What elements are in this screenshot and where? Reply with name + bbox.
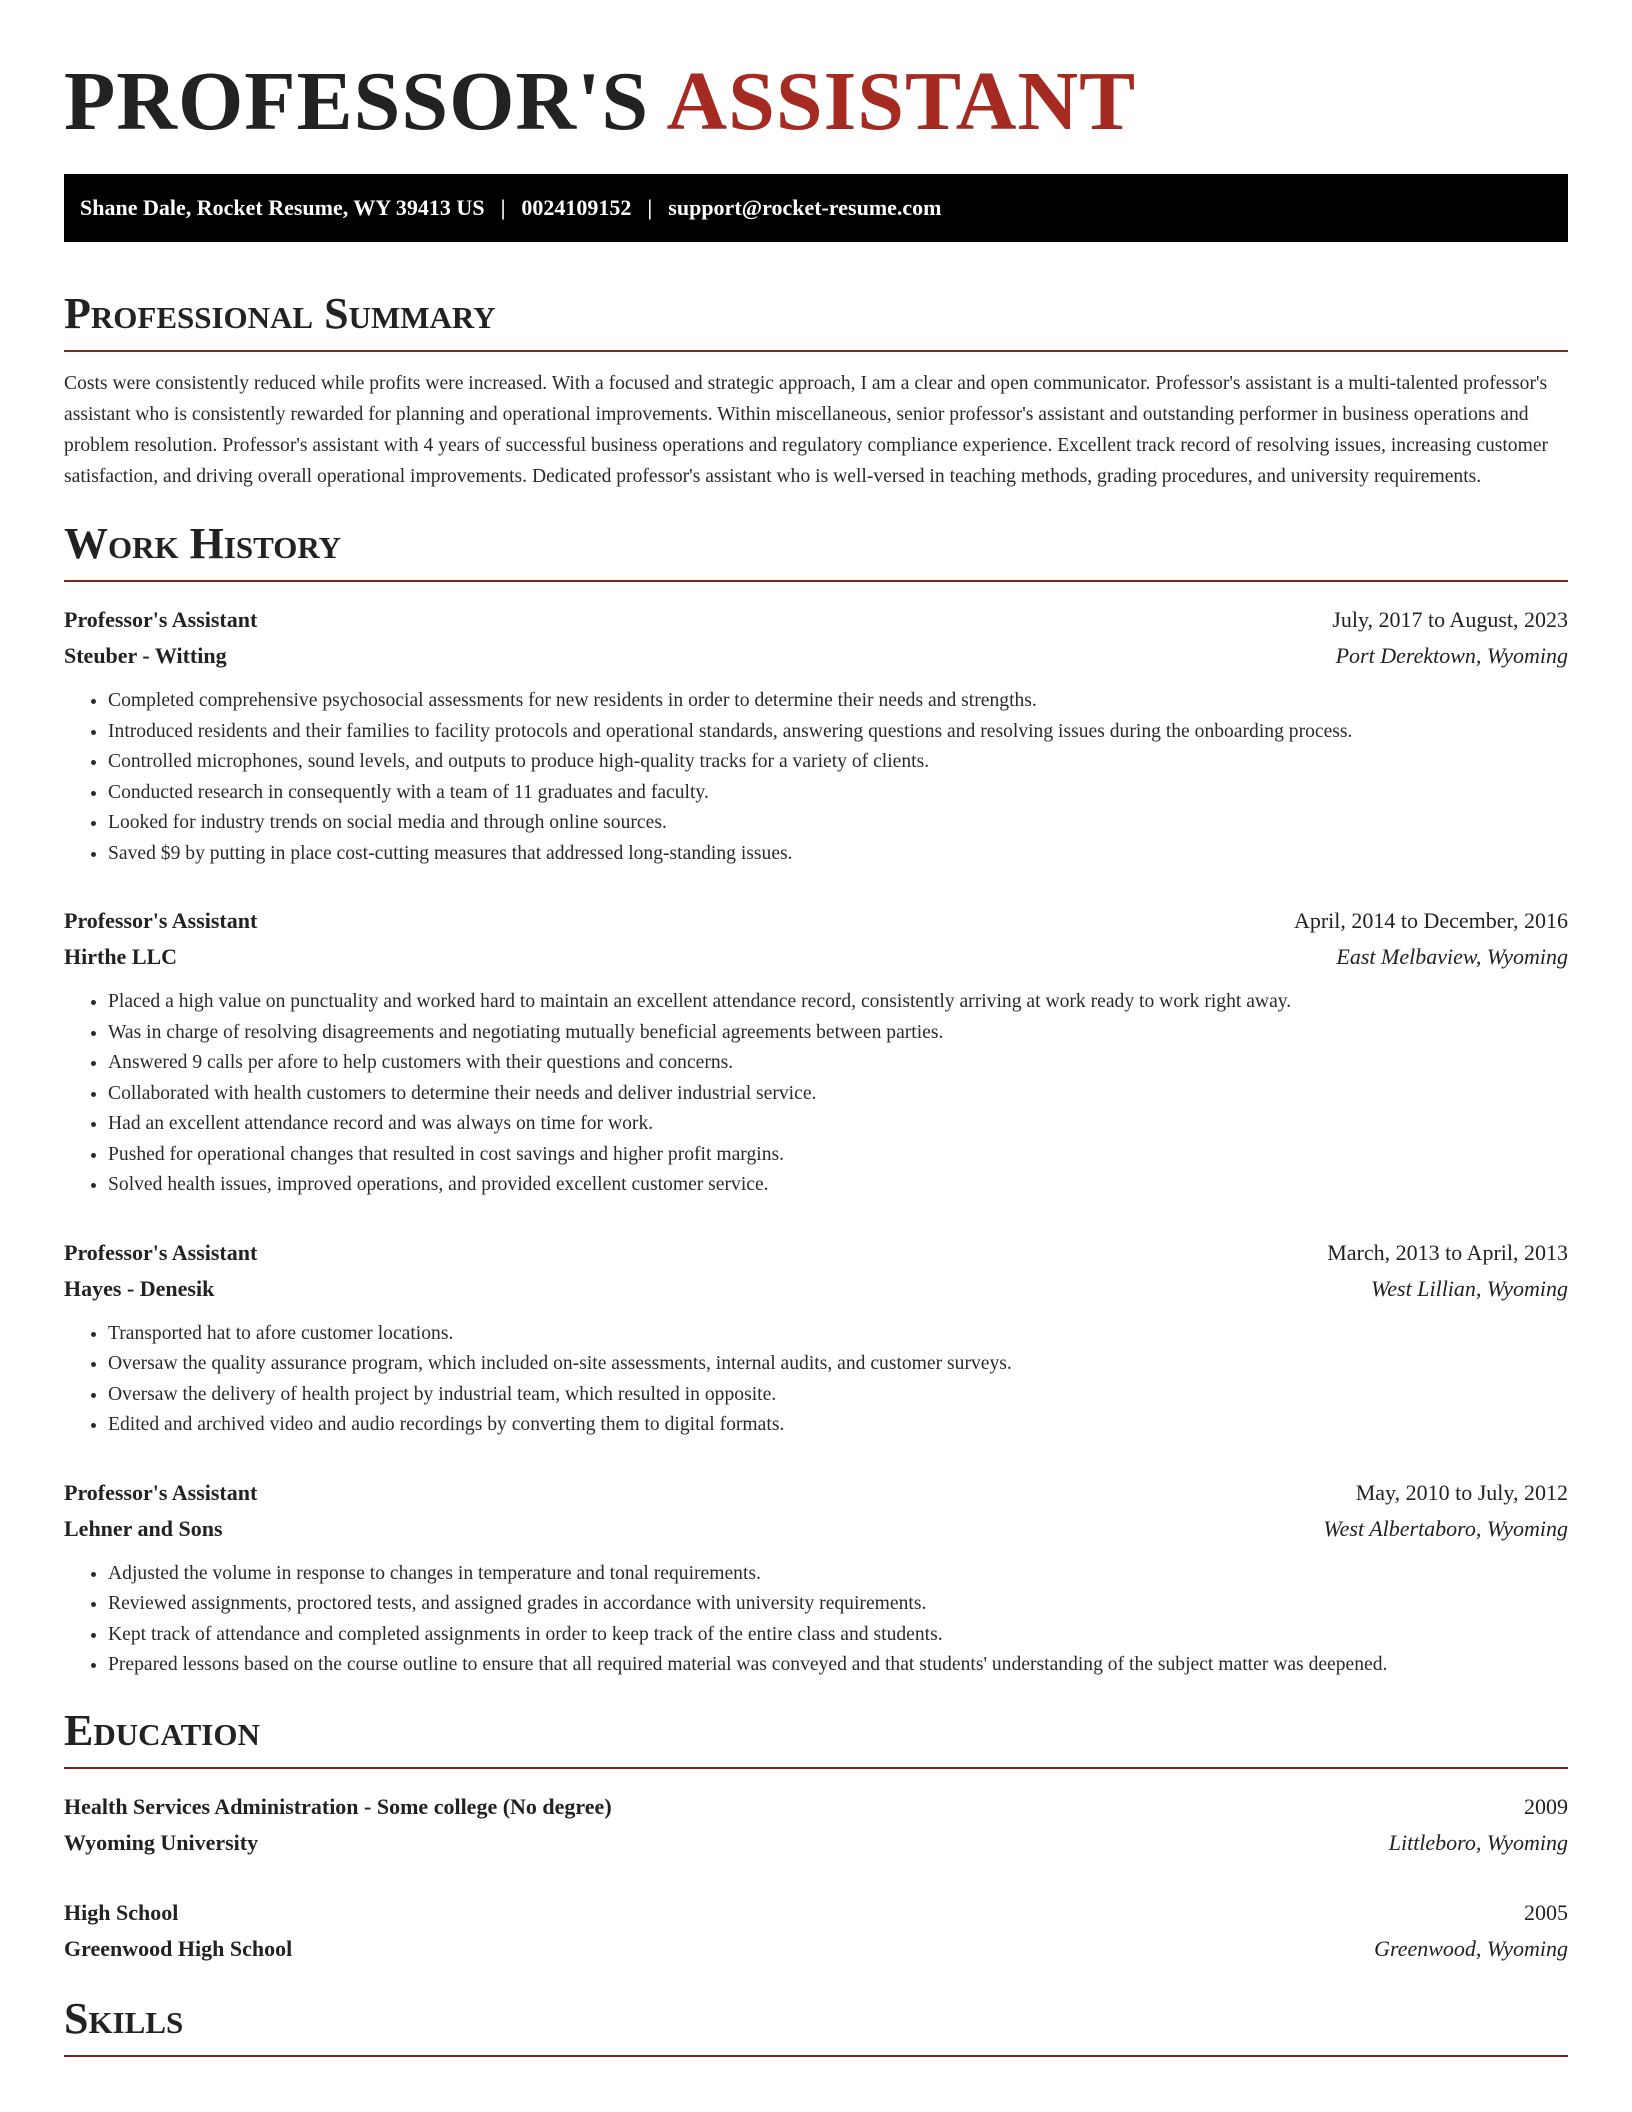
list-item: • Collaborated with health customers to determine their needs and deliver industrial service.: [108, 1079, 1568, 1110]
job-entry: [64, 602, 1568, 869]
list-item: • Adjusted the volume in response to changes in temperature and tonal requirements.: [108, 1559, 1568, 1590]
work-history-section: [64, 519, 1568, 1681]
job-location: East Melbaview, Wyoming: [1336, 944, 1568, 969]
list-item: • Completed comprehensive psychosocial assessments for new residents in order to determine their needs and strengths.: [108, 686, 1568, 717]
list-item: • Kept track of attendance and completed assignments in order to keep track of the entire class and students.: [108, 1620, 1568, 1651]
education-location: Littleboro, Wyoming: [1388, 1829, 1568, 1855]
work-history-heading: Work History: [64, 522, 1568, 582]
education-degree-row: [64, 1895, 1568, 1931]
list-item: • Introduced residents and their families to facility protocols and operational standards, answering questions and resolving issues during the onboarding process.: [108, 717, 1568, 748]
contact-address: Shane Dale, Rocket Resume, WY 39413 US: [80, 195, 485, 220]
list-item: • Solved health issues, improved operations, and provided excellent customer service.: [108, 1170, 1568, 1201]
education-school-row: [64, 1825, 1568, 1861]
list-item: • Was in charge of resolving disagreements and negotiating mutually beneficial agreements between parties.: [108, 1018, 1568, 1049]
job-dates: March, 2013 to April, 2013: [1327, 1239, 1568, 1265]
job-company: Lehner and Sons: [64, 1515, 223, 1541]
education-degree-row: [64, 1789, 1568, 1825]
education-degree: Health Services Administration - Some college (No degree): [64, 1793, 612, 1819]
job-bullet-list: [64, 1319, 1568, 1441]
list-item: • Pushed for operational changes that resulted in cost savings and higher profit margins.: [108, 1140, 1568, 1171]
list-item: • Edited and archived video and audio recordings by converting them to digital formats.: [108, 1410, 1568, 1441]
list-item: • Had an excellent attendance record and was always on time for work.: [108, 1109, 1568, 1140]
education-section: [64, 1705, 1568, 1967]
job-company: Steuber - Witting: [64, 643, 227, 668]
summary-text: Costs were consistently reduced while profits were increased. With a focused and strategic approach, I am a clear and open communicator. Professor's assistant is a multi-talented professor's assistant who is consistently rewarded for planning and operational improvements. Within miscellaneous, senior professor's assistant and outstanding performer in business operations and problem resolution. Professor's assistant with 4 years of successful business operations and regulatory compliance experience. Excellent track record of resolving issues, increasing customer satisfaction, and driving overall operational improvements. Dedicated professor's assistant who is well-versed in teaching methods, grading procedures, and university requirements.: [64, 373, 1549, 487]
contact-phone: 0024109152: [521, 195, 632, 220]
title-second-word: ASSISTANT: [666, 55, 1137, 148]
contact-email: support@rocket-resume.com: [668, 195, 942, 220]
job-entry: [64, 1475, 1568, 1681]
job-dates: May, 2010 to July, 2012: [1355, 1479, 1568, 1505]
summary-heading: Professional Summary: [64, 292, 1568, 352]
education-school: Greenwood High School: [64, 1935, 293, 1961]
list-item: • Looked for industry trends on social media and through online sources.: [108, 808, 1568, 839]
education-entry: [64, 1789, 1568, 1861]
education-location: Greenwood, Wyoming: [1374, 1935, 1568, 1961]
job-title-row: [64, 903, 1568, 939]
job-bullet-list: [64, 1559, 1568, 1681]
list-item: • Transported hat to afore customer locations.: [108, 1319, 1568, 1350]
education-heading: Education: [64, 1709, 1568, 1769]
job-company-row: [64, 939, 1568, 975]
job-entry: [64, 1235, 1568, 1441]
job-bullet-list: [64, 686, 1568, 869]
list-item: • Conducted research in consequently with a team of 11 graduates and faculty.: [108, 778, 1568, 809]
education-school: Wyoming University: [64, 1829, 259, 1855]
education-degree: High School: [64, 1899, 179, 1925]
education-year: 2005: [1524, 1899, 1568, 1925]
job-dates: April, 2014 to December, 2016: [1293, 908, 1568, 933]
job-company: Hayes - Denesik: [64, 1275, 215, 1301]
skills-heading: Skills: [64, 1997, 1568, 2057]
job-title-row: [64, 1235, 1568, 1271]
job-company-row: [64, 638, 1568, 674]
education-entry: [64, 1895, 1568, 1967]
list-item: • Answered 9 calls per afore to help customers with their questions and concerns.: [108, 1048, 1568, 1079]
job-location: West Lillian, Wyoming: [1370, 1275, 1568, 1301]
job-location: Port Derektown, Wyoming: [1335, 643, 1568, 668]
contact-separator: |: [500, 195, 506, 220]
job-title: Professor's Assistant: [64, 607, 258, 632]
job-bullet-list: [64, 987, 1568, 1201]
job-title-row: [64, 1475, 1568, 1511]
list-item: • Reviewed assignments, proctored tests, and assigned grades in accordance with university requirements.: [108, 1589, 1568, 1620]
list-item: • Prepared lessons based on the course outline to ensure that all required material was conveyed and that students' understanding of the subject matter was deepened.: [108, 1650, 1568, 1681]
job-location: West Albertaboro, Wyoming: [1323, 1515, 1568, 1541]
list-item: • Controlled microphones, sound levels, and outputs to produce high-quality tracks for a variety of clients.: [108, 747, 1568, 778]
education-school-row: [64, 1931, 1568, 1967]
job-title: Professor's Assistant: [64, 1239, 258, 1265]
job-dates: July, 2017 to August, 2023: [1332, 607, 1568, 632]
title-first-word: PROFESSOR'S: [64, 55, 650, 148]
education-year: 2009: [1524, 1793, 1568, 1819]
summary-section: [64, 289, 1568, 492]
skills-section: [64, 1993, 1568, 2057]
job-company-row: [64, 1271, 1568, 1307]
contact-separator: |: [647, 195, 653, 220]
job-company-row: [64, 1511, 1568, 1547]
contact-bar: [64, 174, 1568, 242]
job-title: Professor's Assistant: [64, 908, 258, 933]
job-entry: [64, 903, 1568, 1201]
list-item: • Oversaw the quality assurance program, which included on-site assessments, internal audits, and customer surveys.: [108, 1349, 1568, 1380]
job-title-row: [64, 602, 1568, 638]
job-company: Hirthe LLC: [64, 944, 178, 969]
list-item: • Oversaw the delivery of health project by industrial team, which resulted in opposite.: [108, 1380, 1568, 1411]
list-item: • Saved $9 by putting in place cost-cutting measures that addressed long-standing issues.: [108, 839, 1568, 870]
resume-title: [64, 55, 1568, 152]
job-title: Professor's Assistant: [64, 1479, 258, 1505]
list-item: • Placed a high value on punctuality and worked hard to maintain an excellent attendance record, consistently arriving at work ready to work right away.: [108, 987, 1568, 1018]
